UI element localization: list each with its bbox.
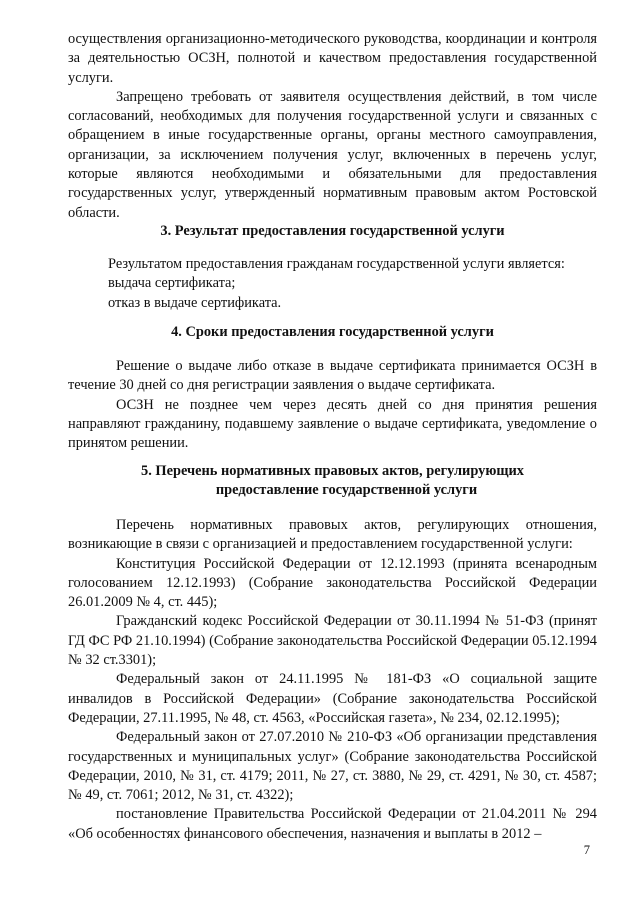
section-3-line-2: выдача сертификата; bbox=[108, 275, 236, 292]
section-5-paragraph-6: постановление Правительства Российской Федерации от 21.04.2011 № 294 «Об особенностях финансового обеспечения, назначения и выплаты в 2012 – bbox=[68, 806, 597, 842]
intro-paragraph-2: Запрещено требовать от заявителя осуществления действий, в том числе согласований, необходимых для получения государственной услуги и связанных с обращением в иные государственные органы, органы местного самоуправления, организации, за исключением получения услуг, включенных в перечень услуг, которые являются необходимыми и обязательными для предоставления государственных услуг, утвержденный нормативным правовым актом Ростовской области. bbox=[68, 88, 597, 221]
section-5-title-line-2: предоставление государственной услуги bbox=[215, 482, 478, 498]
intro-paragraph-1: осуществления организационно-методического руководства, координации и контроля за деятельностью ОСЗН, полнотой и качеством предоставления государственной услуги. bbox=[68, 31, 597, 86]
section-5-paragraph-2: Конституция Российской Федерации от 12.12.1993 (принята всенародным голосованием 12.12.1993) (Собрание законодательства Российской Федерации 26.01.2009 № 4, ст. 445); bbox=[68, 555, 597, 611]
section-3-title: 3. Результат предоставления государственной услуги bbox=[160, 223, 505, 239]
section-5-body bbox=[68, 516, 597, 844]
section-5-paragraph-1: Перечень нормативных правовых актов, регулирующих отношения, возникающие в связи с организацией и предоставлением государственной услуги: bbox=[68, 517, 597, 553]
section-5-title-line-1: 5. Перечень нормативных правовых актов, регулирующих bbox=[141, 463, 524, 479]
section-3-line-3: отказ в выдаче сертификата. bbox=[108, 294, 282, 311]
section-4-paragraph-1: Решение о выдаче либо отказе в выдаче сертификата принимается ОСЗН в течение 30 дней со дня регистрации заявления о выдаче сертификата. bbox=[68, 358, 597, 394]
section-4-title: 4. Сроки предоставления государственной услуги bbox=[171, 324, 494, 340]
section-5-paragraph-5: Федеральный закон от 27.07.2010 № 210-ФЗ «Об организации представления государственных и муниципальных услуг» (Собрание законодательства Российской Федерации, 2010, № 31, ст. 4179; 2011, № 27, ст. 3880, № 29, ст. 4291, № 30, ст. 4587; № 49, ст. 7061; 2012, № 31, ст. 4322); bbox=[68, 729, 597, 804]
section-4-body bbox=[68, 357, 597, 453]
section-5-paragraph-3: Гражданский кодекс Российской Федерации от 30.11.1994 № 51-ФЗ (принят ГД ФС РФ 21.10.1994) (Собрание законодательства Российской Федерации 05.12.1994 № 32 ст.3301); bbox=[68, 613, 597, 669]
section-3-body bbox=[68, 255, 597, 313]
section-4-paragraph-2: ОСЗН не позднее чем через десять дней со дня принятия решения направляют гражданину, подавшему заявление о выдаче сертификата, уведомление о принятом решении. bbox=[68, 396, 597, 452]
page-number: 7 bbox=[583, 843, 590, 857]
section-5-paragraph-4: Федеральный закон от 24.11.1995 № 181-ФЗ «О социальной защите инвалидов в Российской Федерации» (Собрание законодательства Российской Федерации, 27.11.1995, № 48, ст. 4563, «Российская газета», № 234, 02.12.1995); bbox=[68, 671, 597, 726]
intro-section bbox=[68, 30, 597, 223]
section-3-line-1: Результатом предоставления гражданам государственной услуги является: bbox=[108, 256, 565, 272]
